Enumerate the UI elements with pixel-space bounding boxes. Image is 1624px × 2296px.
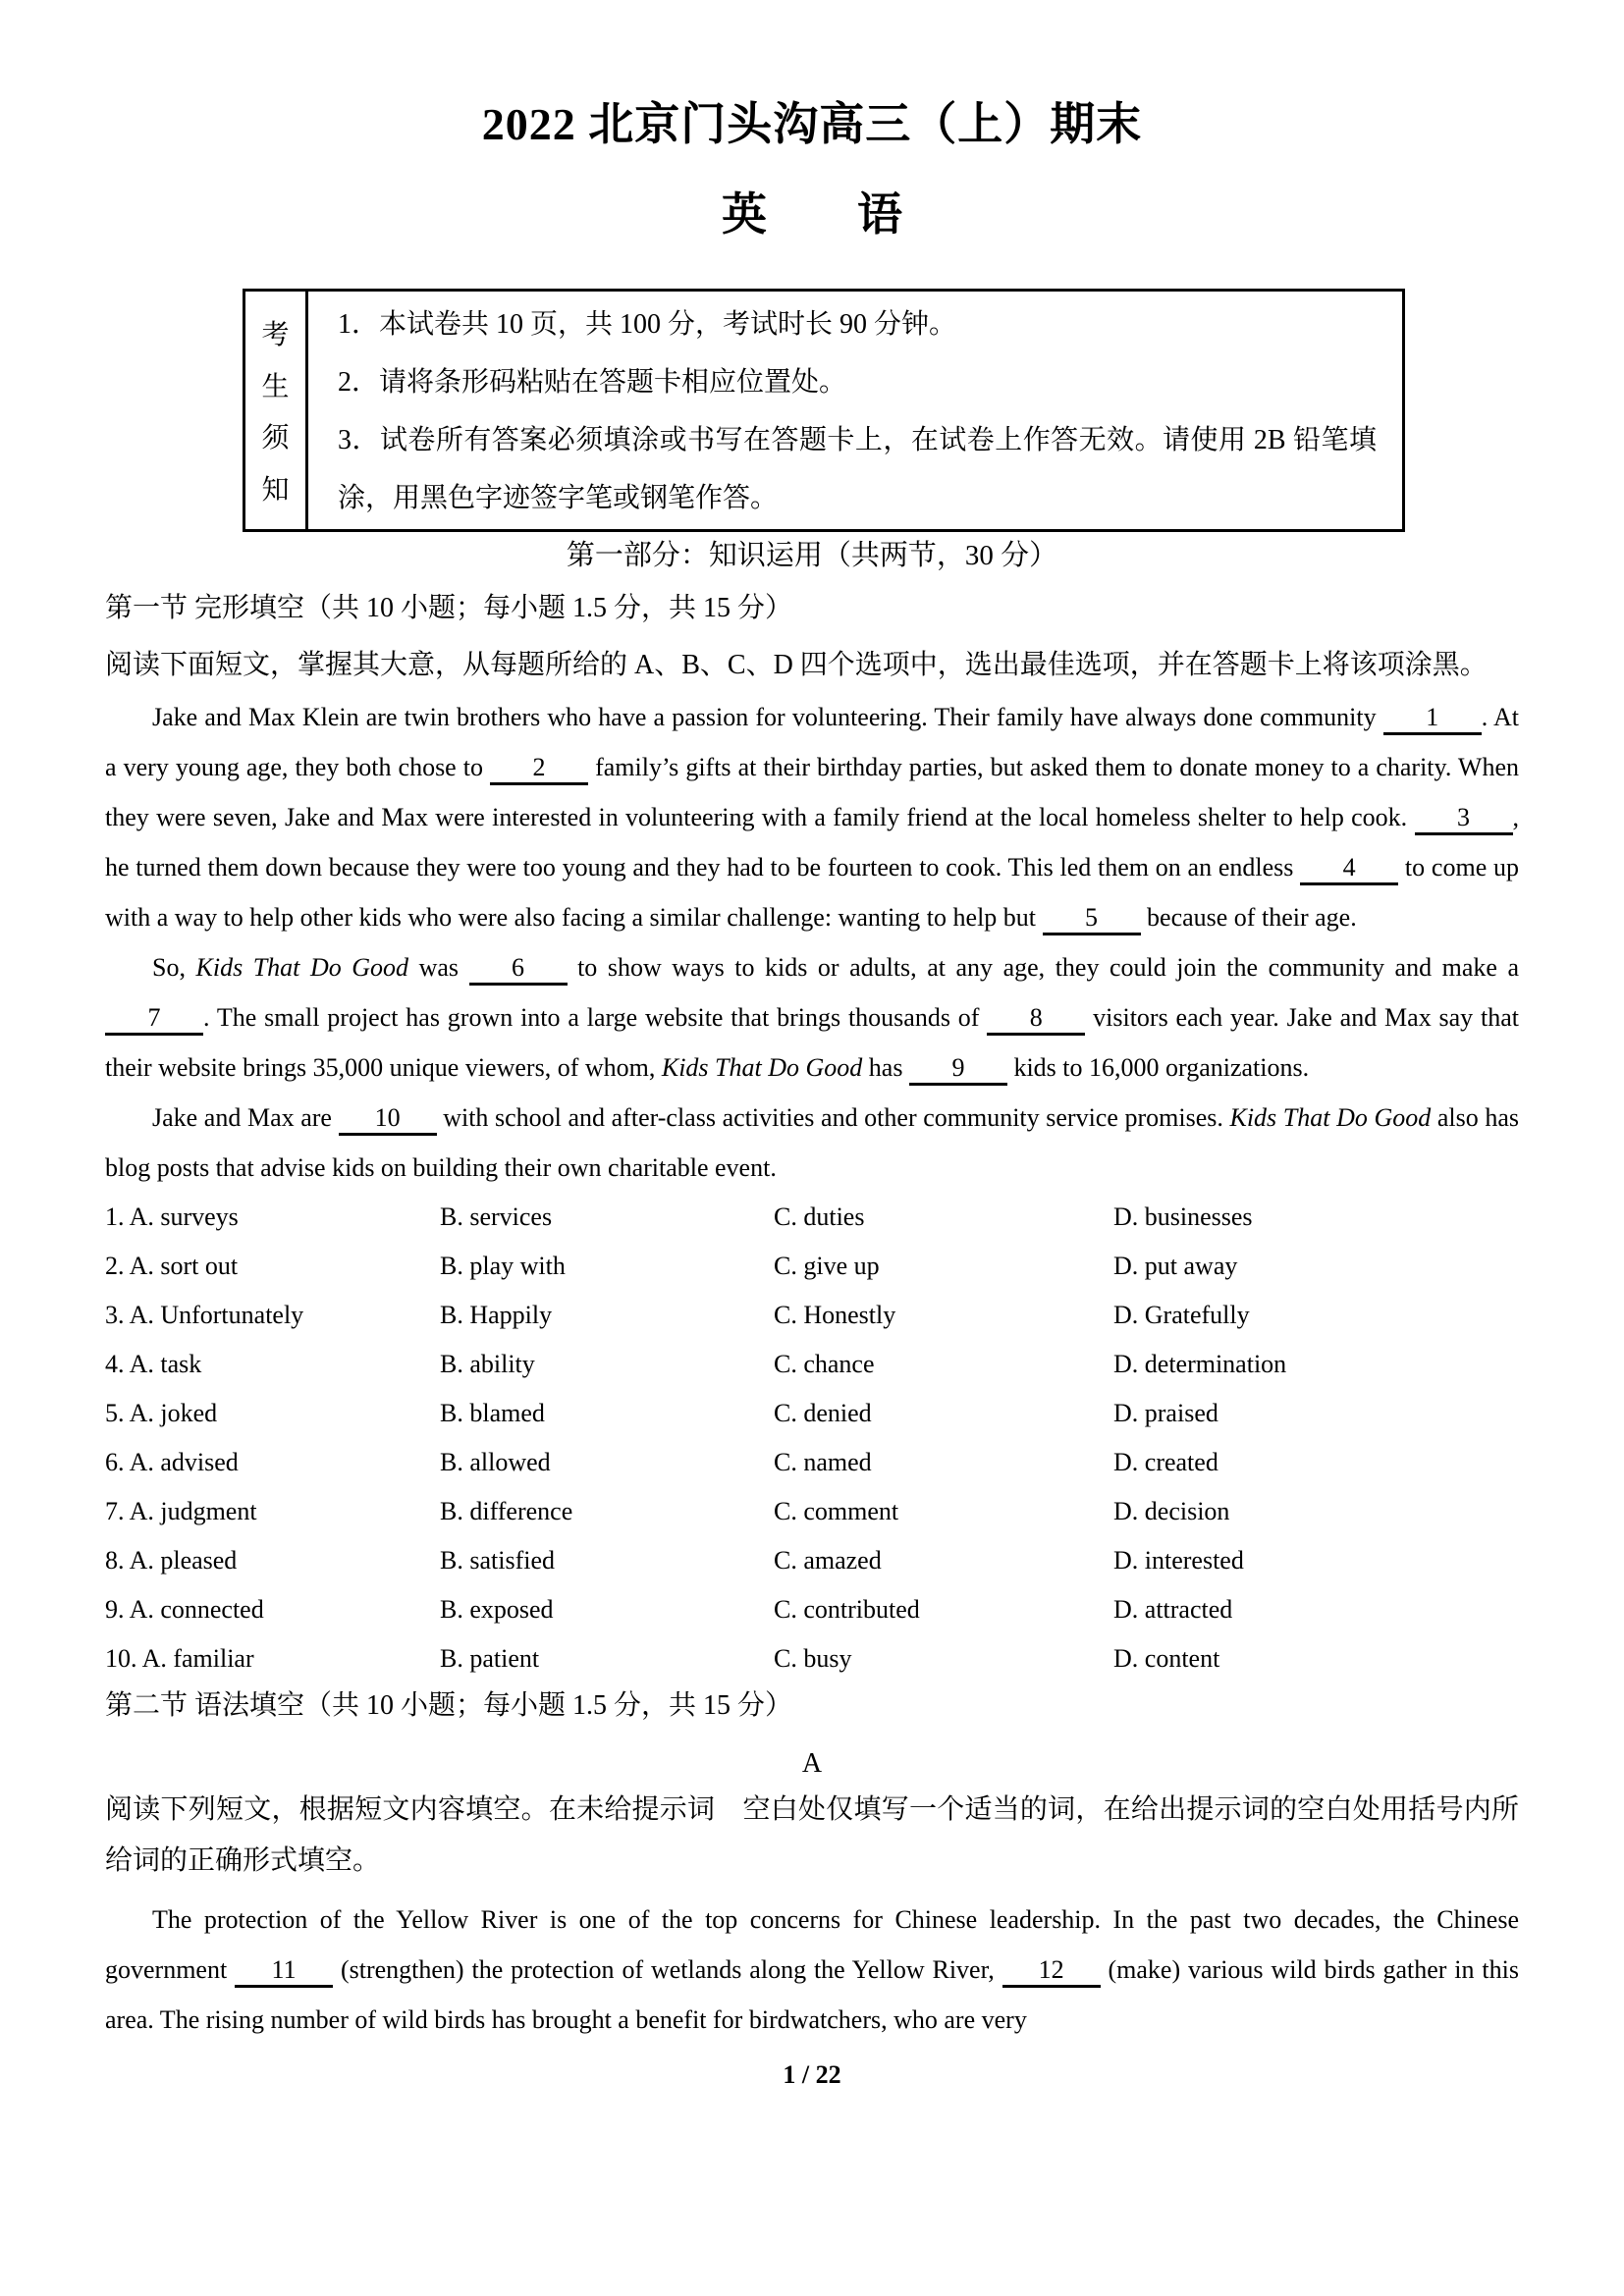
option-cell: B. ability	[440, 1350, 535, 1378]
option-cell: D. Gratefully	[1113, 1301, 1250, 1329]
page-number: 1 / 22	[783, 2060, 841, 2089]
option-cell: D. interested	[1113, 1546, 1244, 1575]
option-cell: D. attracted	[1113, 1595, 1233, 1624]
fill-in-blank-1: 1	[1383, 704, 1482, 735]
fill-in-blank-10: 10	[339, 1104, 437, 1136]
italic-text: Kids That Do Good	[1229, 1103, 1432, 1132]
question-number-and-option-a: 1. A. surveys	[105, 1202, 239, 1231]
question-number-and-option-a: 5. A. joked	[105, 1399, 218, 1427]
question-number-and-option-a: 6. A. advised	[105, 1448, 239, 1476]
option-cell: C. chance	[774, 1350, 875, 1378]
option-cell: B. Happily	[440, 1301, 553, 1329]
option-cell: C. comment	[774, 1497, 899, 1525]
cloze-question-row	[105, 1438, 1519, 1487]
question-number-and-option-a: 2. A. sort out	[105, 1252, 239, 1280]
notice-side-char: 须	[261, 423, 290, 454]
option-cell: D. businesses	[1113, 1202, 1253, 1231]
fill-in-blank-8: 8	[987, 1004, 1085, 1036]
cloze-question-row	[105, 1536, 1519, 1585]
notice-box	[243, 289, 1405, 532]
cloze-question-row	[105, 1193, 1519, 1242]
fill-in-blank-6: 6	[469, 954, 568, 986]
option-cell: B. services	[440, 1202, 553, 1231]
cloze-question-row	[105, 1487, 1519, 1536]
passage-paragraph: So, Kids That Do Good was 6 to show ways to kids or adults, at any age, they could join the community and make a 7 . The small project has grown into a large website that brings thousands of 8 visitors each year. Jake and Max say that their website brings 35,000 unique viewers, of whom, Kids That Do Good has 9 kids to 16,000 organizations.	[105, 942, 1519, 1093]
cloze-question-row	[105, 1585, 1519, 1634]
option-cell: C. contributed	[774, 1595, 920, 1624]
option-cell: C. busy	[774, 1644, 852, 1673]
notice-item: 2．请将条形码粘贴在答题卡相应位置处。	[338, 367, 847, 398]
question-number-and-option-a: 10. A. familiar	[105, 1644, 254, 1673]
option-cell: D. determination	[1113, 1350, 1287, 1378]
fill-in-blank-4: 4	[1300, 854, 1398, 885]
cloze-passage	[105, 692, 1519, 1193]
section2-instruction: 阅读下列短文，根据短文内容填空。在未给提示词 空白处仅填写一个适当的词，在给出提示词的空白处用括号内所给词的正确形式填空。	[105, 1794, 1519, 1876]
option-cell: B. play with	[440, 1252, 566, 1280]
option-cell: C. Honestly	[774, 1301, 896, 1329]
option-cell: B. patient	[440, 1644, 540, 1673]
option-cell: D. content	[1113, 1644, 1220, 1673]
option-cell: D. created	[1113, 1448, 1218, 1476]
question-number-and-option-a: 3. A. Unfortunately	[105, 1301, 304, 1329]
cloze-question-row	[105, 1242, 1519, 1291]
notice-body	[308, 292, 1402, 529]
grammar-passage	[105, 1895, 1519, 2045]
passage-paragraph: Jake and Max Klein are twin brothers who have a passion for volunteering. Their family have always done community 1 . At a very young age, they both chose to 2 family’s gifts at their birthday parties, but asked them to donate money to a charity. When they were seven, Jake and Max were interested in volunteering with a family friend at the local homeless shelter to help cook. 3 , he turned them down because they were too young and they had to be fourteen to cook. This led them on an endless 4 to come up with a way to help other kids who were also facing a similar challenge: wanting to help but 5 because of their age.	[105, 692, 1519, 942]
question-number-and-option-a: 9. A. connected	[105, 1595, 264, 1624]
question-number-and-option-a: 7. A. judgment	[105, 1497, 257, 1525]
notice-side-char: 知	[261, 474, 290, 506]
passage-paragraph: The protection of the Yellow River is one of the top concerns for Chinese leadership. In the past two decades, the Chinese government 11 (strengthen) the protection of wetlands along the Yellow River, 12 (make) various wild birds gather in this area. The rising number of wild birds has brought a benefit for birdwatchers, who are very	[105, 1905, 1519, 2034]
notice-side-char: 生	[261, 371, 290, 402]
notice-side-label	[245, 292, 308, 529]
cloze-question-row	[105, 1634, 1519, 1683]
option-cell: B. allowed	[440, 1448, 551, 1476]
italic-text: Kids That Do Good	[195, 953, 409, 982]
subject-title: 英 语	[722, 189, 902, 240]
option-cell: B. satisfied	[440, 1546, 555, 1575]
option-cell: C. named	[774, 1448, 872, 1476]
option-cell: D. decision	[1113, 1497, 1230, 1525]
italic-text: Kids That Do Good	[661, 1053, 863, 1082]
option-cell: C. duties	[774, 1202, 865, 1231]
page-title: 2022 北京门头沟高三（上）期末	[481, 99, 1143, 149]
option-cell: B. blamed	[440, 1399, 545, 1427]
passage-paragraph: Jake and Max are 10 with school and after-class activities and other community service promises. Kids That Do Good also has blog posts that advise kids on building their own charitable event.	[105, 1103, 1519, 1182]
fill-in-blank-9: 9	[909, 1054, 1007, 1086]
fill-in-blank-11: 11	[235, 1956, 333, 1988]
cloze-question-row	[105, 1291, 1519, 1340]
fill-in-blank-5: 5	[1043, 904, 1141, 935]
notice-side-char: 考	[261, 320, 290, 350]
notice-item: 3．试卷所有答案必须填涂或书写在答题卡上，在试卷上作答无效。请使用 2B 铅笔填涂，用黑色字迹签字笔或钢笔作答。	[338, 425, 1377, 513]
question-number-and-option-a: 8. A. pleased	[105, 1546, 238, 1575]
section1-instruction: 阅读下面短文，掌握其大意，从每题所给的 A、B、C、D 四个选项中，选出最佳选项，并在答题卡上将该项涂黑。	[105, 650, 1488, 680]
option-cell: C. give up	[774, 1252, 880, 1280]
passage-label-a: A	[801, 1748, 823, 1779]
option-cell: C. denied	[774, 1399, 872, 1427]
cloze-questions	[105, 1193, 1519, 1683]
option-cell: D. put away	[1113, 1252, 1238, 1280]
part1-heading: 第一部分：知识运用（共两节，30 分）	[566, 540, 1058, 571]
option-cell: C. amazed	[774, 1546, 882, 1575]
fill-in-blank-2: 2	[490, 754, 588, 785]
fill-in-blank-3: 3	[1415, 804, 1513, 835]
fill-in-blank-7: 7	[105, 1004, 203, 1036]
option-cell: D. praised	[1113, 1399, 1218, 1427]
question-number-and-option-a: 4. A. task	[105, 1350, 202, 1378]
notice-item: 1．本试卷共 10 页，共 100 分，考试时长 90 分钟。	[338, 309, 957, 340]
section1-heading: 第一节 完形填空（共 10 小题；每小题 1.5 分，共 15 分）	[105, 593, 793, 623]
cloze-question-row	[105, 1389, 1519, 1438]
option-cell: B. difference	[440, 1497, 573, 1525]
option-cell: B. exposed	[440, 1595, 554, 1624]
fill-in-blank-12: 12	[1002, 1956, 1101, 1988]
cloze-question-row	[105, 1340, 1519, 1389]
section2-heading: 第二节 语法填空（共 10 小题；每小题 1.5 分，共 15 分）	[105, 1690, 793, 1721]
